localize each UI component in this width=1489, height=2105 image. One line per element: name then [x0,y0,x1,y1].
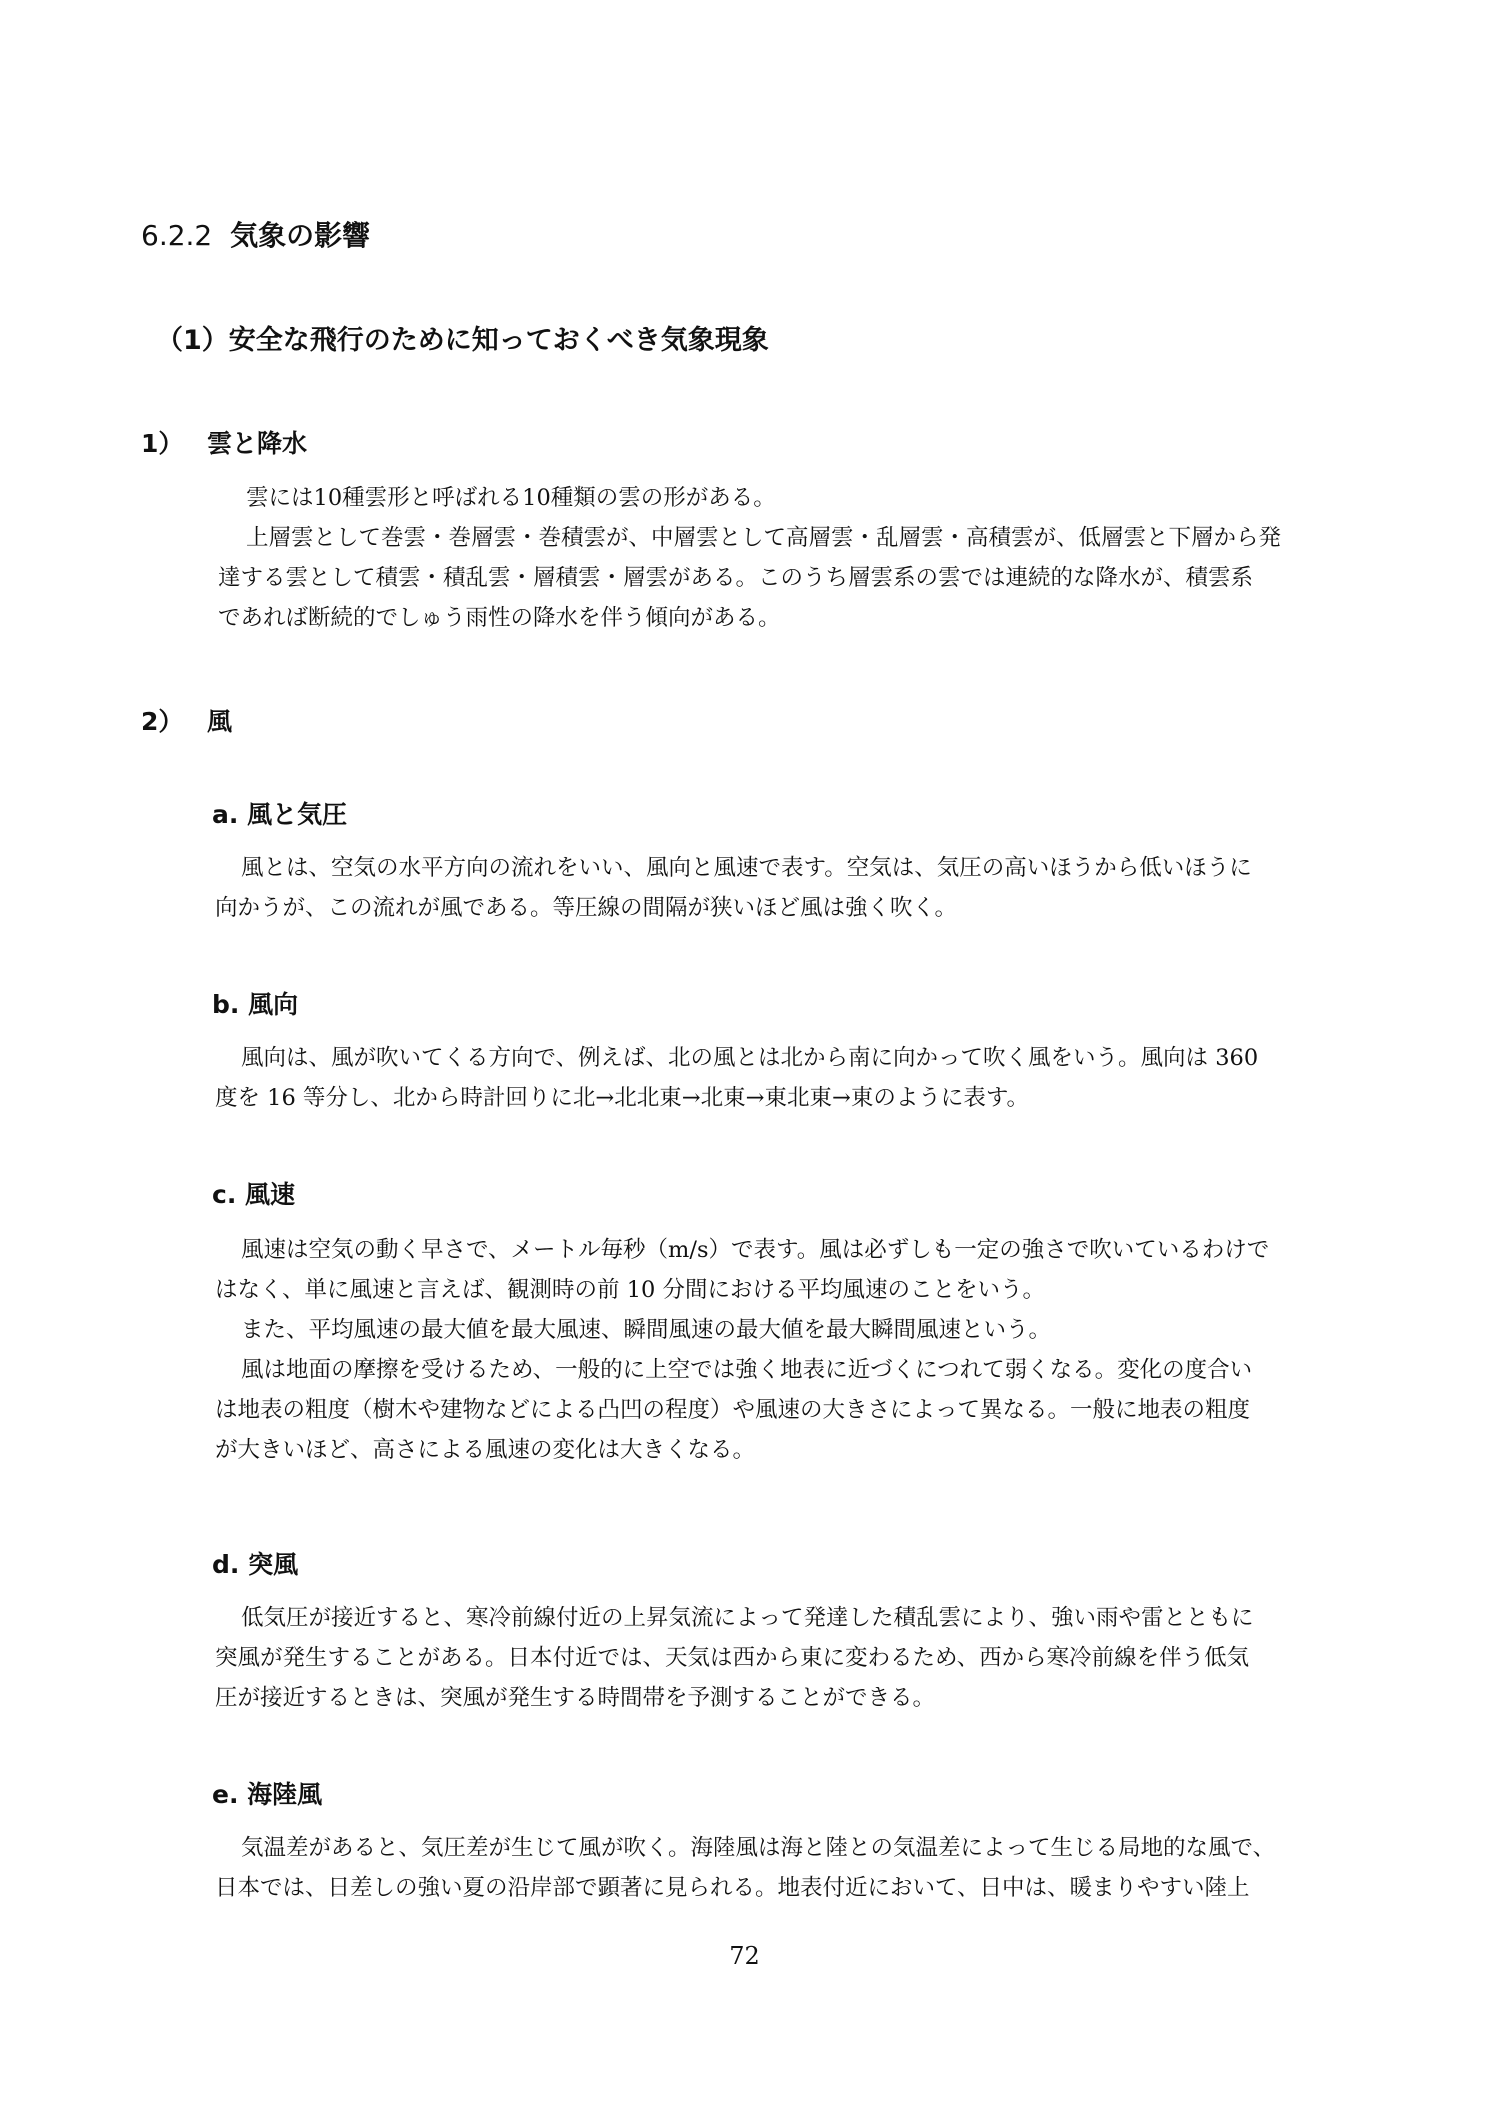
paragraph-line: 気温差があると、気圧差が生じて風が吹く。海陸風は海と陸との気温差によって生じる局地的な風で、 [241,1835,1276,1861]
section-heading [141,214,370,254]
wind-section-heading: e. 海陸風 [212,1780,323,1809]
section-number: 6.2.2 [141,219,213,252]
paragraph-line: 上層雲として巻雲・巻層雲・巻積雲が、中層雲として高層雲・乱層雲・高積雲が、低層雲と下層から発 [246,525,1282,551]
paragraph-line: はなく、単に風速と言えば、観測時の前 10 分間における平均風速のことをいう。 [215,1277,1045,1303]
paragraph-line: 低気圧が接近すると、寒冷前線付近の上昇気流によって発達した積乱雲により、強い雨や雷とともに [241,1605,1254,1631]
paragraph-line: 風向は、風が吹いてくる方向で、例えば、北の風とは北から南に向かって吹く風をいう。風向は 360 [241,1045,1259,1071]
paragraph-line: であれば断続的でしゅう雨性の降水を伴う傾向がある。 [218,605,781,631]
subsection-heading: （1）安全な飛行のために知っておくべき気象現象 [156,325,769,356]
paragraph-line: 度を 16 等分し、北から時計回りに北→北北東→北東→東北東→東のように表す。 [215,1085,1030,1111]
paragraph-line: 達する雲として積雲・積乱雲・層積雲・層雲がある。このうち層雲系の雲では連続的な降水が、積雲系 [218,565,1254,591]
wind-section-body [215,1598,1350,1718]
wind-section-body [215,1230,1350,1470]
wind-section-heading: b. 風向 [212,990,299,1019]
paragraph-line: 向かうが、この流れが風である。等圧線の間隔が狭いほど風は強く吹く。 [215,895,958,921]
wind-section-heading: c. 風速 [212,1180,296,1209]
item-title: 風 [207,707,233,736]
paragraph-line: は地表の粗度（樹木や建物などによる凸凹の程度）や風速の大きさによって異なる。一般に地表の粗度 [215,1397,1251,1423]
paragraph-line: また、平均風速の最大値を最大風速、瞬間風速の最大値を最大瞬間風速という。 [241,1317,1052,1343]
paragraph-line: 風は地面の摩擦を受けるため、一般的に上空では強く地表に近づくにつれて弱くなる。変化の度合い [241,1357,1253,1383]
wind-section-heading: a. 風と気圧 [212,800,348,829]
item-title: 雲と降水 [207,429,308,458]
paragraph-line: 圧が接近するときは、突風が発生する時間帯を予測することができる。 [215,1685,936,1711]
section-title: 気象の影響 [230,219,371,252]
page-number: 72 [729,1942,760,1970]
item-heading-clouds [141,424,307,460]
wind-section-heading: d. 突風 [212,1550,299,1579]
paragraph-line: 風速は空気の動く早さで、メートル毎秒（m/s）で表す。風は必ずしも一定の強さで吹いているわけで [241,1237,1270,1263]
paragraph-line: 突風が発生することがある。日本付近では、天気は西から東に変わるため、西から寒冷前線を伴う低気 [215,1645,1250,1671]
clouds-paragraph [218,478,1281,638]
paragraph-line: 雲には10種雲形と呼ばれる10種類の雲の形がある。 [246,485,776,511]
wind-section-body [215,848,1350,928]
wind-section-body [215,1828,1350,1908]
item-heading-wind [141,702,232,738]
paragraph-line: 風とは、空気の水平方向の流れをいい、風向と風速で表す。空気は、気圧の高いほうから低いほうに [241,855,1252,881]
paragraph-line: が大きいほど、高さによる風速の変化は大きくなる。 [215,1437,756,1463]
paragraph-line: 日本では、日差しの強い夏の沿岸部で顕著に見られる。地表付近において、日中は、暖まりやすい陸上 [215,1875,1250,1901]
item-number: 2） [141,707,184,736]
wind-section-body [215,1038,1350,1118]
item-number: 1） [141,429,184,458]
